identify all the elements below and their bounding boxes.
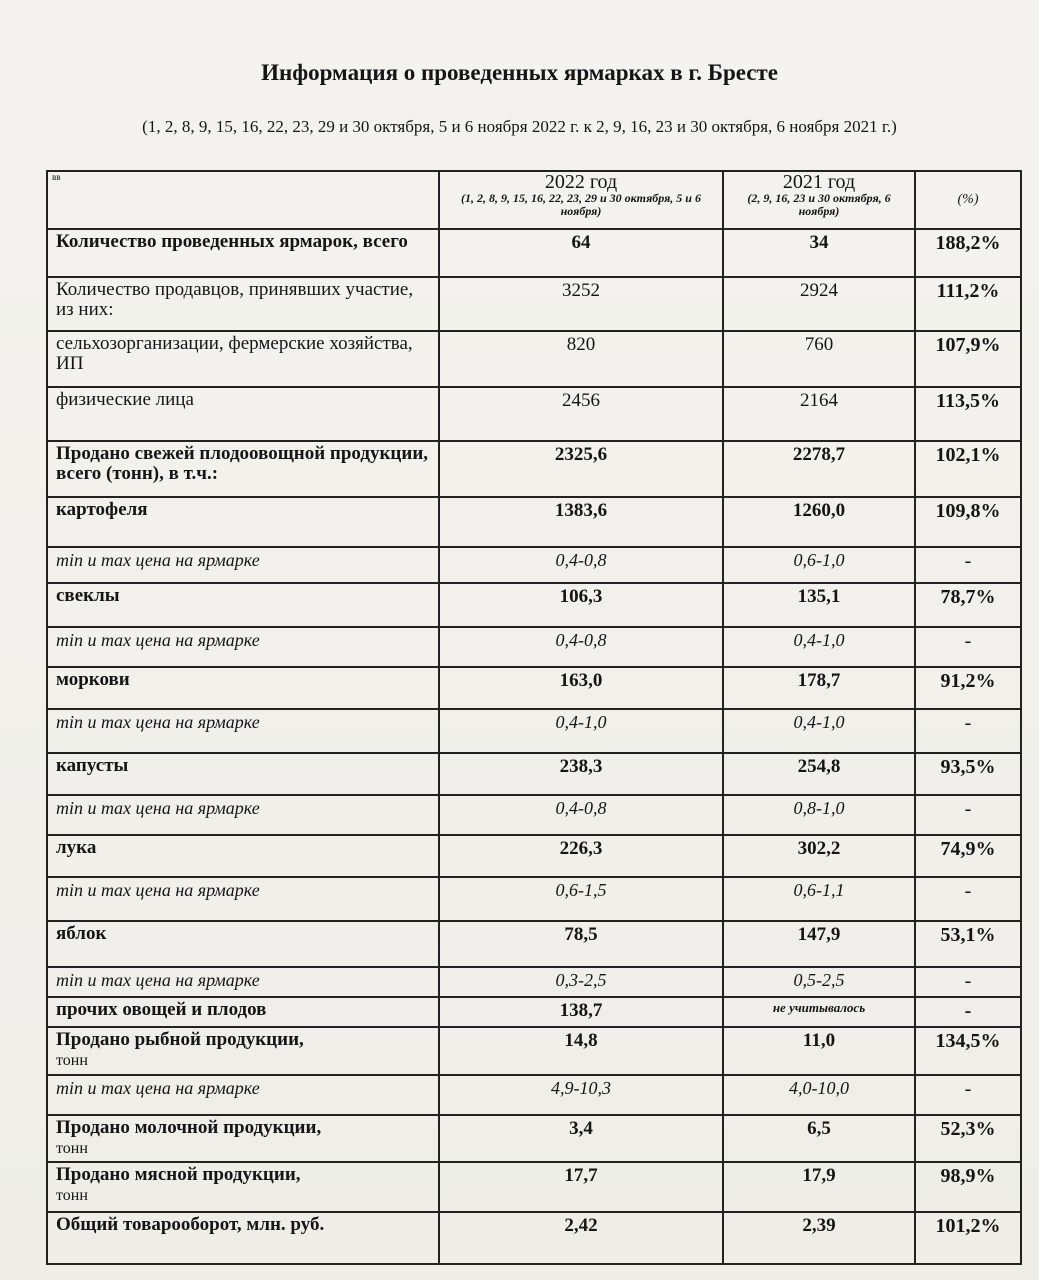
row-label <box>47 835 439 877</box>
row-label <box>47 709 439 753</box>
row-label-text: лука <box>56 837 97 858</box>
value-percent: 102,1% <box>915 441 1021 497</box>
row-label-text: Продано мясной продукции, <box>56 1164 301 1185</box>
table-row <box>47 387 1021 441</box>
value-percent: - <box>915 1075 1021 1115</box>
value-percent: - <box>915 997 1021 1027</box>
table-row <box>47 441 1021 497</box>
value-2022: 1383,6 <box>439 497 723 547</box>
row-label-text: Продано свежей плодоовощной продукции, всего (тонн), в т.ч.: <box>56 443 429 484</box>
row-label-text: min и max цена на ярмарке <box>56 712 260 732</box>
table-row <box>47 1027 1021 1075</box>
page-subtitle: (1, 2, 8, 9, 15, 16, 22, 23, 29 и 30 октября, 5 и 6 ноября 2022 г. к 2, 9, 16, 23 и 30 октября, 6 ноября 2021 г.) <box>142 117 897 136</box>
row-label <box>47 753 439 795</box>
row-label-text: свеклы <box>56 585 120 606</box>
header-2021-dates: (2, 9, 16, 23 и 30 октября, 6 ноября) <box>747 191 891 218</box>
value-percent: - <box>915 967 1021 997</box>
row-label <box>47 547 439 583</box>
value-2021: 254,8 <box>723 753 915 795</box>
header-2022-year: 2022 год <box>544 171 618 193</box>
row-label <box>47 795 439 835</box>
row-label-text: min и max цена на ярмарке <box>56 970 260 990</box>
value-2021: 0,6-1,1 <box>723 877 915 921</box>
header-corner: вв <box>47 171 439 229</box>
value-percent: 134,5% <box>915 1027 1021 1075</box>
value-2021: 147,9 <box>723 921 915 967</box>
row-label-text: min и max цена на ярмарке <box>56 630 260 650</box>
value-percent: - <box>915 627 1021 667</box>
value-2022: 238,3 <box>439 753 723 795</box>
value-2021: 178,7 <box>723 667 915 709</box>
value-2022: 2,42 <box>439 1212 723 1264</box>
value-2021: 302,2 <box>723 835 915 877</box>
header-2021 <box>723 171 915 229</box>
row-label-text: физические лица <box>56 389 194 410</box>
value-2021: 0,4-1,0 <box>723 709 915 753</box>
value-2022: 2325,6 <box>439 441 723 497</box>
row-label-text: min и max цена на ярмарке <box>56 880 260 900</box>
value-2021: 135,1 <box>723 583 915 627</box>
table-row <box>47 583 1021 627</box>
table-row <box>47 709 1021 753</box>
value-2022: 3252 <box>439 277 723 331</box>
value-2021: 2,39 <box>723 1212 915 1264</box>
value-percent: 53,1% <box>915 921 1021 967</box>
row-label <box>47 277 439 331</box>
row-label <box>47 627 439 667</box>
value-2022: 820 <box>439 331 723 387</box>
table-row <box>47 1162 1021 1212</box>
row-label-text: моркови <box>56 669 130 690</box>
row-label <box>47 877 439 921</box>
value-2021: 0,8-1,0 <box>723 795 915 835</box>
value-percent: - <box>915 709 1021 753</box>
row-label <box>47 1162 439 1212</box>
row-label <box>47 997 439 1027</box>
row-label <box>47 229 439 277</box>
value-2022: 0,4-1,0 <box>439 709 723 753</box>
value-2021: 17,9 <box>723 1162 915 1212</box>
table-row <box>47 1075 1021 1115</box>
row-label <box>47 1212 439 1264</box>
row-label <box>47 1115 439 1162</box>
value-2022: 14,8 <box>439 1027 723 1075</box>
table-row <box>47 627 1021 667</box>
value-2022: 226,3 <box>439 835 723 877</box>
fairs-table <box>46 170 1022 1265</box>
value-percent: 188,2% <box>915 229 1021 277</box>
row-label <box>47 583 439 627</box>
table-row <box>47 229 1021 277</box>
row-unit: тонн <box>56 1187 88 1204</box>
table-row <box>47 753 1021 795</box>
row-label-text: Продано молочной продукции, <box>56 1117 322 1138</box>
value-percent: 111,2% <box>915 277 1021 331</box>
value-2021: 0,6-1,0 <box>723 547 915 583</box>
table-row <box>47 277 1021 331</box>
value-percent: 101,2% <box>915 1212 1021 1264</box>
table-row <box>47 497 1021 547</box>
row-label <box>47 387 439 441</box>
value-2022: 138,7 <box>439 997 723 1027</box>
table-row <box>47 1115 1021 1162</box>
table-row <box>47 667 1021 709</box>
value-percent: 113,5% <box>915 387 1021 441</box>
value-2021: 1260,0 <box>723 497 915 547</box>
row-label-text: прочих овощей и плодов <box>56 999 267 1020</box>
row-label <box>47 921 439 967</box>
value-2022: 0,4-0,8 <box>439 547 723 583</box>
value-2022: 0,6-1,5 <box>439 877 723 921</box>
value-2022: 0,4-0,8 <box>439 795 723 835</box>
page-title: Информация о проведенных ярмарках в г. Бресте <box>261 60 778 85</box>
table-row <box>47 835 1021 877</box>
table-row <box>47 967 1021 997</box>
row-label-text: Количество проведенных ярмарок, всего <box>56 231 408 252</box>
value-percent: - <box>915 877 1021 921</box>
header-percent: (%) <box>915 171 1021 229</box>
table-row <box>47 331 1021 387</box>
value-2021: 11,0 <box>723 1027 915 1075</box>
value-percent: 78,7% <box>915 583 1021 627</box>
table-row <box>47 921 1021 967</box>
row-label-text: картофеля <box>56 499 148 520</box>
row-label <box>47 967 439 997</box>
value-percent: 52,3% <box>915 1115 1021 1162</box>
value-percent: 91,2% <box>915 667 1021 709</box>
value-2022: 64 <box>439 229 723 277</box>
value-2021: 0,4-1,0 <box>723 627 915 667</box>
value-percent: 107,9% <box>915 331 1021 387</box>
row-label-text: min и max цена на ярмарке <box>56 550 260 570</box>
row-label-text: min и max цена на ярмарке <box>56 1078 260 1098</box>
value-2021: 2164 <box>723 387 915 441</box>
value-2022: 106,3 <box>439 583 723 627</box>
row-label <box>47 497 439 547</box>
table-row <box>47 997 1021 1027</box>
row-label-text: яблок <box>56 923 107 944</box>
header-2021-year: 2021 год <box>782 171 856 193</box>
row-label-text: Продано рыбной продукции, <box>56 1029 304 1050</box>
table-row <box>47 1212 1021 1264</box>
value-2021: 2278,7 <box>723 441 915 497</box>
table-row <box>47 547 1021 583</box>
row-label-text: Общий товарооборот, млн. руб. <box>56 1214 325 1235</box>
row-label <box>47 667 439 709</box>
value-percent: - <box>915 795 1021 835</box>
value-2022: 78,5 <box>439 921 723 967</box>
value-percent: 93,5% <box>915 753 1021 795</box>
table-header-row <box>47 171 1021 229</box>
value-percent: - <box>915 547 1021 583</box>
header-2022-dates: (1, 2, 8, 9, 15, 16, 22, 23, 29 и 30 октября, 5 и 6 ноября) <box>461 191 701 218</box>
row-unit: тонн <box>56 1140 88 1157</box>
value-2022: 4,9-10,3 <box>439 1075 723 1115</box>
value-2021: не учитывалось <box>723 997 915 1027</box>
row-label-text: сельхозорганизации, фермерские хозяйства, ИП <box>56 333 413 374</box>
value-2021: 760 <box>723 331 915 387</box>
value-2022: 0,3-2,5 <box>439 967 723 997</box>
value-percent: 74,9% <box>915 835 1021 877</box>
row-label <box>47 441 439 497</box>
value-2021: 2924 <box>723 277 915 331</box>
value-2021: 34 <box>723 229 915 277</box>
value-percent: 109,8% <box>915 497 1021 547</box>
row-label-text: Количество продавцов, принявших участие, из них: <box>56 279 414 320</box>
table-row <box>47 795 1021 835</box>
row-label-text: капусты <box>56 755 129 776</box>
value-2022: 17,7 <box>439 1162 723 1212</box>
value-2021: 6,5 <box>723 1115 915 1162</box>
value-2022: 163,0 <box>439 667 723 709</box>
value-2022: 3,4 <box>439 1115 723 1162</box>
row-label <box>47 1027 439 1075</box>
value-2021: 4,0-10,0 <box>723 1075 915 1115</box>
header-2022 <box>439 171 723 229</box>
row-label-text: min и max цена на ярмарке <box>56 798 260 818</box>
value-2022: 2456 <box>439 387 723 441</box>
value-2022: 0,4-0,8 <box>439 627 723 667</box>
row-label <box>47 331 439 387</box>
value-percent: 98,9% <box>915 1162 1021 1212</box>
value-2021: 0,5-2,5 <box>723 967 915 997</box>
row-unit: тонн <box>56 1052 88 1069</box>
row-label <box>47 1075 439 1115</box>
table-row <box>47 877 1021 921</box>
